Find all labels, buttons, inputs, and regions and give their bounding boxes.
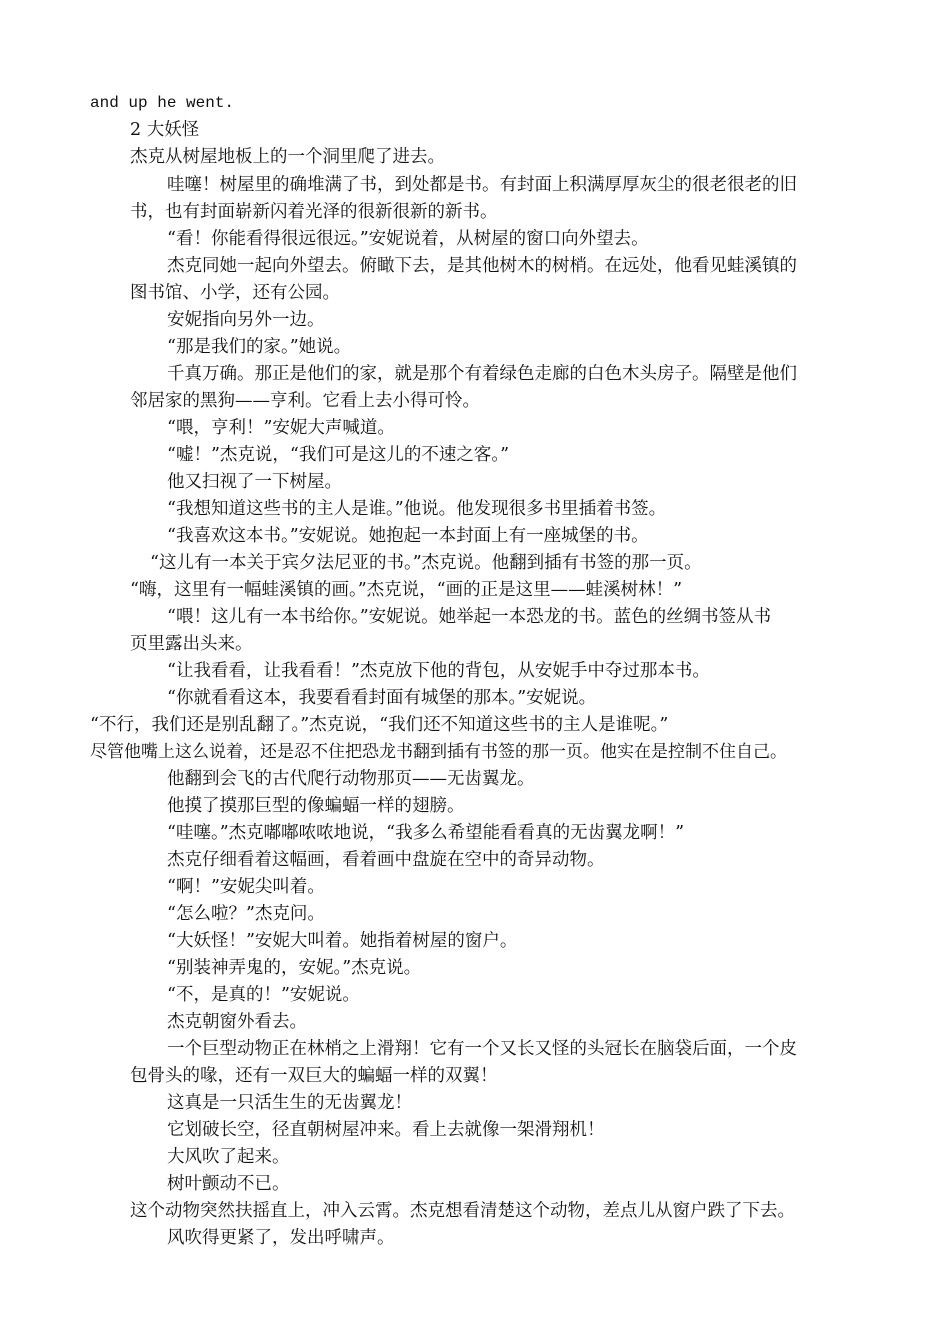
text-line: 书，也有封面崭新闪着光泽的很新很新的新书。 bbox=[130, 202, 498, 222]
text-line: 它划破长空，径直朝树屋冲来。看上去就像一架滑翔机！ bbox=[167, 1120, 605, 1140]
text-line: “哇噻。”杰克嘟嘟哝哝地说，“我多么希望能看看真的无齿翼龙啊！” bbox=[167, 823, 685, 843]
chapter-heading: 2 大妖怪 bbox=[130, 120, 200, 140]
text-line: 他又扫视了一下树屋。 bbox=[167, 472, 342, 492]
text-line: 大风吹了起来。 bbox=[167, 1147, 290, 1167]
text-line: “我喜欢这本书。”安妮说。她抱起一本封面上有一座城堡的书。 bbox=[167, 526, 649, 546]
text-line: “喂！这儿有一本书给你。”安妮说。她举起一本恐龙的书。蓝色的丝绸书签从书 bbox=[167, 607, 772, 627]
text-line: “那是我们的家。”她说。 bbox=[167, 337, 352, 357]
text-line: 杰克从树屋地板上的一个洞里爬了进去。 bbox=[130, 147, 445, 167]
text-line: 一个巨型动物正在林梢之上滑翔！它有一个又长又怪的头冠长在脑袋后面，一个皮 bbox=[167, 1039, 797, 1059]
text-line: 安妮指向另外一边。 bbox=[167, 310, 325, 330]
text-line: “嗨，这里有一幅蛙溪镇的画。”杰克说，“画的正是这里——蛙溪树林！” bbox=[130, 580, 683, 600]
text-line: “大妖怪！”安妮大叫着。她指着树屋的窗户。 bbox=[167, 931, 518, 951]
text-line: “嘘！”杰克说，“我们可是这儿的不速之客。” bbox=[167, 445, 510, 465]
text-line: “喂，亨利！”安妮大声喊道。 bbox=[167, 418, 395, 438]
text-line: 邻居家的黑狗——亨利。它看上去小得可怜。 bbox=[130, 391, 480, 411]
text-line: “这儿有一本关于宾夕法尼亚的书。”杰克说。他翻到插有书签的那一页。 bbox=[150, 553, 702, 573]
text-line: 图书馆、小学，还有公园。 bbox=[130, 283, 340, 303]
text-line: “不，是真的！”安妮说。 bbox=[167, 985, 360, 1005]
text-line: “别装神弄鬼的，安妮。”杰克说。 bbox=[167, 958, 422, 978]
text-line: “让我看看，让我看看！”杰克放下他的背包，从安妮手中夺过那本书。 bbox=[167, 661, 710, 681]
text-line: “看！你能看得很远很远。”安妮说着，从树屋的窗口向外望去。 bbox=[167, 229, 649, 249]
text-line: 他翻到会飞的古代爬行动物那页——无齿翼龙。 bbox=[167, 769, 535, 789]
text-line: 他摸了摸那巨型的像蝙蝠一样的翅膀。 bbox=[167, 796, 465, 816]
text-line: “怎么啦？”杰克问。 bbox=[167, 904, 325, 924]
text-line: 哇噻！树屋里的确堆满了书，到处都是书。有封面上积满厚厚灰尘的很老很老的旧 bbox=[167, 175, 797, 195]
text-line: 尽管他嘴上这么说着，还是忍不住把恐龙书翻到插有书签的那一页。他实在是控制不住自己。 bbox=[90, 742, 787, 762]
text-line: and up he went. bbox=[90, 94, 235, 112]
text-line: 风吹得更紧了，发出呼啸声。 bbox=[167, 1228, 395, 1248]
text-line: 杰克朝窗外看去。 bbox=[167, 1012, 307, 1032]
text-line: 包骨头的喙，还有一双巨大的蝙蝠一样的双翼！ bbox=[130, 1066, 498, 1086]
text-line: “我想知道这些书的主人是谁。”他说。他发现很多书里插着书签。 bbox=[167, 499, 667, 519]
text-line: “啊！”安妮尖叫着。 bbox=[167, 877, 325, 897]
text-line: 杰克同她一起向外望去。俯瞰下去，是其他树木的树梢。在远处，他看见蛙溪镇的 bbox=[167, 256, 797, 276]
text-line: 页里露出头来。 bbox=[130, 634, 253, 654]
text-line: 这个动物突然扶摇直上，冲入云霄。杰克想看清楚这个动物，差点儿从窗户跌了下去。 bbox=[130, 1201, 795, 1221]
text-line: 这真是一只活生生的无齿翼龙！ bbox=[167, 1093, 412, 1113]
text-line: “你就看看这本，我要看看封面有城堡的那本。”安妮说。 bbox=[167, 688, 597, 708]
text-line: 千真万确。那正是他们的家，就是那个有着绿色走廊的白色木头房子。隔壁是他们 bbox=[167, 364, 797, 384]
text-line: 树叶颤动不已。 bbox=[167, 1174, 290, 1194]
text-line: 杰克仔细看着这幅画，看着画中盘旋在空中的奇异动物。 bbox=[167, 850, 605, 870]
text-line: “不行，我们还是别乱翻了。”杰克说，“我们还不知道这些书的主人是谁呢。” bbox=[90, 715, 669, 735]
